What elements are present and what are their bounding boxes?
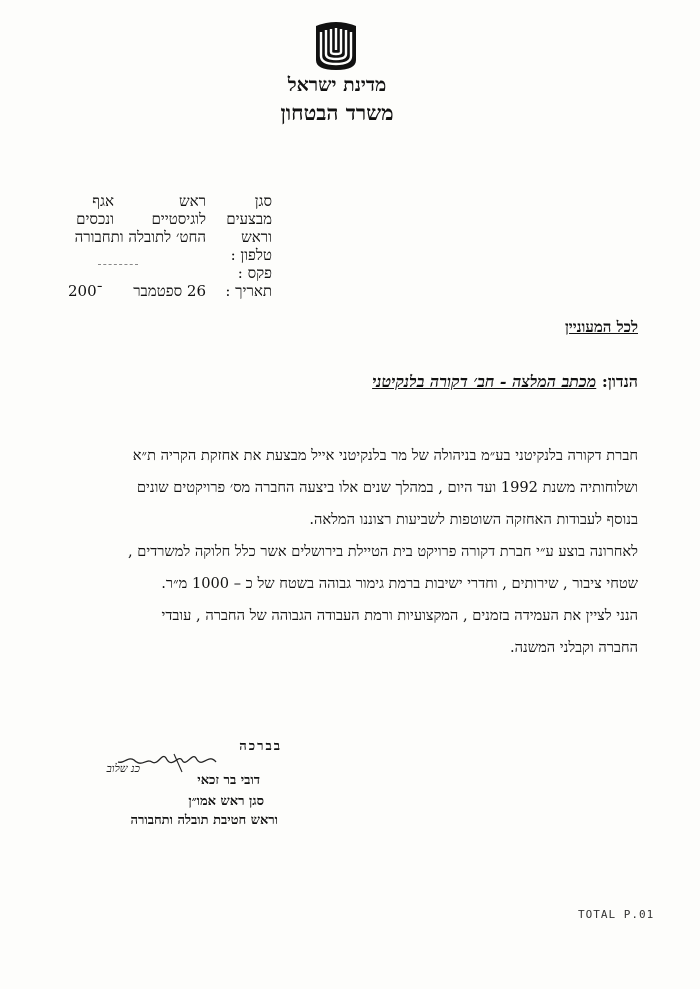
body-line: בנוסף לעבודות האחזקה השוטפות לשביעות רצוננו המלאה. [309,511,638,528]
subject-text: מכתב המלצה - חב׳ דקורה בלנקיטני [372,372,597,391]
subject [372,372,638,392]
signer-title-2: וראש חטיבת תובלה ותחבורה [130,813,278,828]
body-line: שטחי ציבור , שירותים , וחדרי ישיבות ברמת גימור גבוהה בשטח של כ – 1000 מ״ר. [161,575,638,592]
phone-label: טלפון : [230,246,272,264]
state-name: מדינת ישראל [287,74,387,96]
fax-label: פקס : [237,264,272,282]
header-r2-c1: מבצעים [226,210,272,228]
header-r2-c3: ונכסים [76,210,114,228]
body-line: הנני לציין את העמידה בזמנים , המקצועיות ורמת העבודה הגבוהה של החברה , עובדי [161,607,638,624]
date-year: 200־ [68,282,103,300]
svg-text:כנ שלוב: כנ שלוב [106,762,140,775]
body-line: חברת דקורה בלנקיטני בע״מ בניהולה של מר בלנקיטני אייל מבצעת את אחזקת הקריה ת״א [132,447,638,464]
header-r2-c2: לוגיסטיים [151,210,206,228]
date-value: 26 ספטמבר [133,282,206,300]
body-line: החברה וקבלני המשנה. [509,639,638,656]
body-line: לאחרונה בוצע ע״י חברת דקורה פרויקט בית הטיילת בירושלים אשר כלל חלוקה למשרדים , [128,543,638,560]
header-r1-c2: ראש [179,192,206,210]
signer-name: דובי בר זכאי [197,773,260,788]
subject-label: הנדון: [601,372,638,391]
ministry-name: משרד הבטחון [280,100,394,125]
header-r3-c1: וראש [241,228,272,246]
signer-title-1: סגן ראש אמו״ן [188,794,264,809]
closing-greeting: בברכה [239,739,282,754]
fax-page-count: TOTAL P.01 [578,908,655,921]
header-r1-c3: אגף [92,192,114,210]
header-r1-c1: סגן [254,192,272,210]
ministry-emblem-icon [314,20,358,72]
body-line: ושלוחותיה משנת 1992 ועד היום , במהלך שנים אלו ביצעה החברה מס׳ פרויקטים שונים [136,479,638,496]
header-r3-c2: החט׳ לתובלה ותחבורה [74,228,206,246]
date-label: תאריך : [225,282,272,300]
recipient: לכל המעוניין [564,318,638,336]
redacted-line [98,264,138,265]
